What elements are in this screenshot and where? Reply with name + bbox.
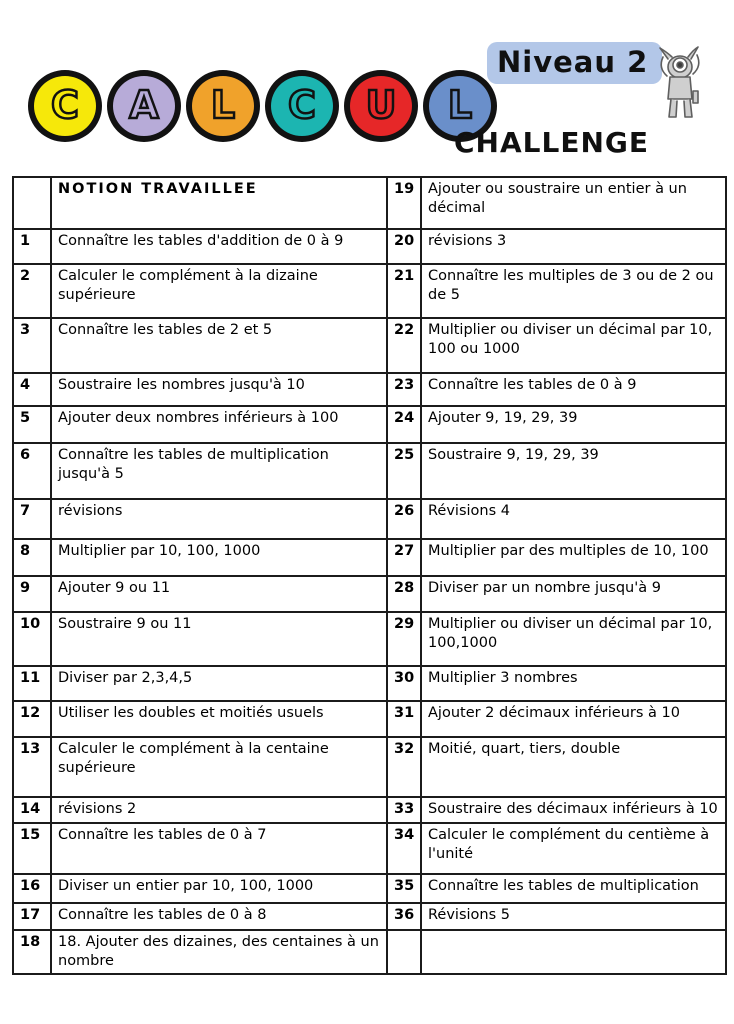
notion-text-cell: Révisions 5	[421, 903, 726, 930]
row-number-cell: 27	[387, 539, 421, 576]
level-badge-label: Niveau 2	[497, 45, 649, 79]
table-row	[13, 406, 726, 443]
row-number-cell: 11	[13, 666, 51, 701]
table-row	[13, 443, 726, 499]
row-number-cell: 2	[13, 264, 51, 318]
challenge-title: CHALLENGE	[454, 126, 650, 159]
logo-letter: L	[447, 83, 473, 127]
logo-letter: U	[365, 83, 397, 127]
row-number-cell: 20	[387, 229, 421, 264]
notion-text-cell: Multiplier ou diviser un décimal par 10, 100 ou 1000	[421, 318, 726, 373]
notion-text-cell: Diviser un entier par 10, 100, 1000	[51, 874, 387, 903]
notion-text-cell: Moitié, quart, tiers, double	[421, 737, 726, 797]
notion-text-cell: Soustraire 9, 19, 29, 39	[421, 443, 726, 499]
notion-text-cell: Connaître les tables de 0 à 9	[421, 373, 726, 406]
row-number-cell: 32	[387, 737, 421, 797]
level-badge	[487, 42, 662, 84]
notion-text-cell: révisions 3	[421, 229, 726, 264]
row-number-cell: 21	[387, 264, 421, 318]
logo-letter-circle	[28, 70, 102, 142]
row-number-cell: 17	[13, 903, 51, 930]
row-number-cell: 18	[13, 930, 51, 974]
table-row	[13, 576, 726, 612]
notion-text-cell: Multiplier 3 nombres	[421, 666, 726, 701]
row-number-cell: 31	[387, 701, 421, 737]
row-number-cell: 13	[13, 737, 51, 797]
table-row	[13, 539, 726, 576]
table-row	[13, 874, 726, 903]
table-row	[13, 823, 726, 874]
notion-text-cell: Calculer le complément à la dizaine supérieure	[51, 264, 387, 318]
notion-text-cell: Multiplier par 10, 100, 1000	[51, 539, 387, 576]
row-number-cell: 7	[13, 499, 51, 539]
row-number-cell: 33	[387, 797, 421, 823]
logo-letter-circle	[107, 70, 181, 142]
logo-letter: C	[51, 83, 79, 127]
row-number-cell: 26	[387, 499, 421, 539]
row-number-cell: 3	[13, 318, 51, 373]
notion-text-cell: Ajouter 9 ou 11	[51, 576, 387, 612]
notion-text-cell: Soustraire les nombres jusqu'à 10	[51, 373, 387, 406]
row-number-cell: 15	[13, 823, 51, 874]
notion-text-cell: Soustraire des décimaux inférieurs à 10	[421, 797, 726, 823]
notion-text-cell: Connaître les tables de multiplication	[421, 874, 726, 903]
notion-text-cell: Ajouter deux nombres inférieurs à 100	[51, 406, 387, 443]
row-number-cell	[387, 930, 421, 974]
row-number-cell: 36	[387, 903, 421, 930]
notion-text-cell: Diviser par 2,3,4,5	[51, 666, 387, 701]
notion-text-cell: Utiliser les doubles et moitiés usuels	[51, 701, 387, 737]
calcul-logo	[28, 70, 497, 142]
notion-text-cell: Connaître les tables d'addition de 0 à 9	[51, 229, 387, 264]
table-row	[13, 264, 726, 318]
row-number-cell: 34	[387, 823, 421, 874]
notion-text-cell: Connaître les tables de 0 à 8	[51, 903, 387, 930]
table-title: NOTION TRAVAILLEE	[51, 177, 387, 229]
table-row	[13, 229, 726, 264]
monster-mascot-icon	[653, 46, 707, 130]
table-header-row	[13, 177, 726, 229]
notions-table	[12, 176, 727, 975]
notion-text-cell: Calculer le complément à la centaine supérieure	[51, 737, 387, 797]
row-number-cell: 4	[13, 373, 51, 406]
row-number-cell: 19	[387, 177, 421, 229]
row-number-cell: 35	[387, 874, 421, 903]
table-row	[13, 797, 726, 823]
logo-letter-circle	[344, 70, 418, 142]
row-number-cell: 9	[13, 576, 51, 612]
notion-text-cell: Connaître les multiples de 3 ou de 2 ou de 5	[421, 264, 726, 318]
row-number-cell: 28	[387, 576, 421, 612]
logo-letter: C	[288, 83, 316, 127]
table-row	[13, 499, 726, 539]
notion-text-cell: Calculer le complément du centième à l'unité	[421, 823, 726, 874]
row-number-cell: 25	[387, 443, 421, 499]
table-row	[13, 666, 726, 701]
table-row	[13, 318, 726, 373]
row-number-cell: 22	[387, 318, 421, 373]
table-row	[13, 701, 726, 737]
notion-text-cell: Ajouter ou soustraire un entier à un décimal	[421, 177, 726, 229]
notion-text-cell: Connaître les tables de 0 à 7	[51, 823, 387, 874]
logo-letter-circle	[265, 70, 339, 142]
notion-text-cell: Révisions 4	[421, 499, 726, 539]
row-number-cell: 6	[13, 443, 51, 499]
row-number-cell: 12	[13, 701, 51, 737]
notion-text-cell: Ajouter 9, 19, 29, 39	[421, 406, 726, 443]
table-row	[13, 612, 726, 666]
notion-text-cell: Multiplier ou diviser un décimal par 10, 100,1000	[421, 612, 726, 666]
header-empty-cell	[13, 177, 51, 229]
table-row	[13, 903, 726, 930]
row-number-cell: 5	[13, 406, 51, 443]
notion-text-cell	[421, 930, 726, 974]
row-number-cell: 23	[387, 373, 421, 406]
notion-text-cell: révisions 2	[51, 797, 387, 823]
logo-letter-circle	[186, 70, 260, 142]
notion-text-cell: 18. Ajouter des dizaines, des centaines à un nombre	[51, 930, 387, 974]
table-row	[13, 373, 726, 406]
table-row	[13, 930, 726, 974]
notion-text-cell: Connaître les tables de 2 et 5	[51, 318, 387, 373]
logo-letter: A	[129, 83, 159, 127]
logo-letter: L	[210, 83, 236, 127]
notion-text-cell: Soustraire 9 ou 11	[51, 612, 387, 666]
row-number-cell: 10	[13, 612, 51, 666]
notion-text-cell: Connaître les tables de multiplication jusqu'à 5	[51, 443, 387, 499]
row-number-cell: 8	[13, 539, 51, 576]
row-number-cell: 30	[387, 666, 421, 701]
row-number-cell: 24	[387, 406, 421, 443]
notion-text-cell: révisions	[51, 499, 387, 539]
row-number-cell: 14	[13, 797, 51, 823]
notion-text-cell: Multiplier par des multiples de 10, 100	[421, 539, 726, 576]
notion-text-cell: Diviser par un nombre jusqu'à 9	[421, 576, 726, 612]
row-number-cell: 1	[13, 229, 51, 264]
row-number-cell: 16	[13, 874, 51, 903]
row-number-cell: 29	[387, 612, 421, 666]
table-row	[13, 737, 726, 797]
notion-text-cell: Ajouter 2 décimaux inférieurs à 10	[421, 701, 726, 737]
